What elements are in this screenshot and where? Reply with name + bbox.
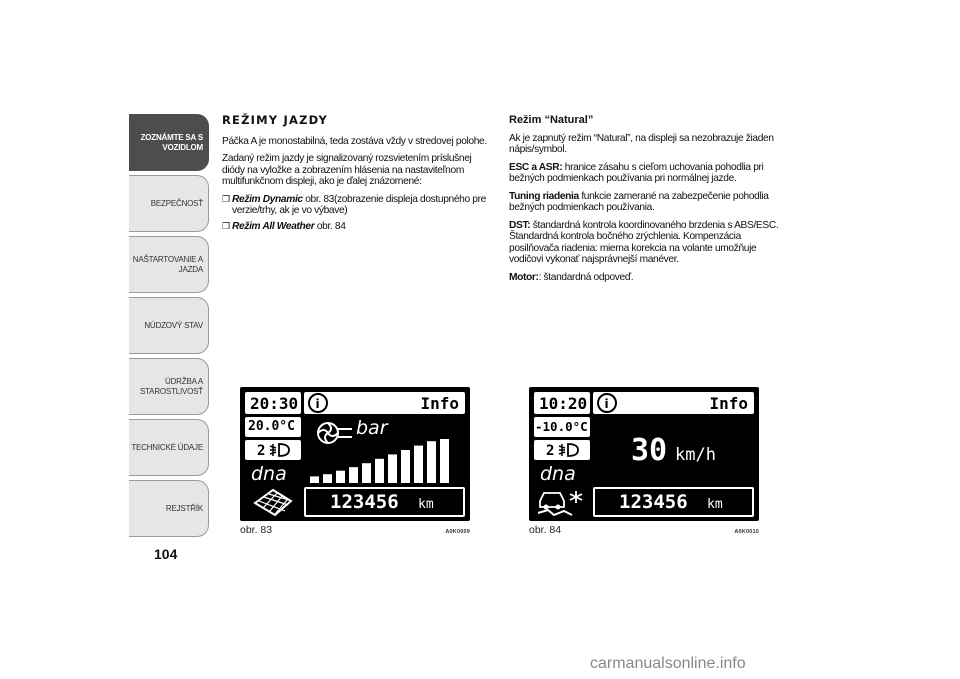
tab-label: NÚDZOVÝ STAV [144,320,203,330]
list-item-term: DST: [509,219,531,231]
outside-temperature: -10.0°C [535,419,588,434]
boost-bar-graph [304,435,465,485]
list-item-text: : štandardná odpoveď. [538,271,634,283]
figure-84 [529,387,763,536]
all-weather-cell [534,487,590,517]
tab-label: TECHNICKÉ ÚDAJE [131,442,203,452]
subsection-heading: Režim “Natural” [509,114,594,126]
boost-bar-segment [401,450,410,483]
figure-83 [240,387,474,536]
odometer-value: 123456 [330,491,399,513]
svg-text:i: i [604,397,609,411]
svg-text:2: 2 [257,443,266,459]
odometer-value: 123456 [619,491,688,513]
boost-bar-segment [388,454,397,483]
list-item-text: obr. 83(zobrazenie displeja dostupného pre verzie/trhy, ak je vo výbave) [232,193,486,216]
paragraph: Zadaný režim jazdy je signalizovaný rozsvietením príslušnej diódy na vyložke a zobrazením hlásenia na nastaviteľnom multifunkčnom displeji, ako je ďalej znázornené: [222,153,472,187]
dna-mode-cell [534,463,590,485]
boost-bar-segment [362,463,371,483]
headlight-level-cell [245,440,301,460]
odometer-unit: km [707,497,723,512]
right-column [509,115,779,289]
tab-bezpecnost[interactable] [129,175,209,232]
odometer-cell [593,487,754,517]
figure-code: A0K0010 [734,529,759,535]
list-item [509,162,779,185]
info-bar [304,392,465,414]
figure-caption: obr. 83 [240,524,273,536]
tab-label: REJSTŘÍK [165,503,203,513]
list-item-text: funkcie zamerané na zabezpečenie pohodlia bežných podmienkach používania. [509,190,769,213]
tab-nudzovy-stav[interactable] [129,297,209,354]
list-item [222,221,492,233]
headlight-leveling-icon [534,440,590,460]
clock-cell [534,392,590,414]
tab-label: NAŠTARTOVANIE A JAZDA [132,254,203,274]
all-weather-car-snow-icon [534,487,590,517]
tab-zoznamte-sa-s-vozidlom[interactable] [129,114,209,171]
left-column [222,115,492,236]
tab-rejstrik[interactable] [129,480,209,537]
headlight-leveling-icon [245,440,301,460]
tab-udrzba-a-starostlivost[interactable] [129,358,209,415]
page-number: 104 [154,546,178,562]
clock-time: 10:20 [539,394,588,413]
info-label: Info [709,394,748,413]
section-heading: REŽIMY JAZDY [222,113,329,127]
instrument-display [240,387,470,521]
list-item [509,220,779,266]
paragraph: Ak je zapnutý režim “Natural”, na displeji sa nezobrazuje žiaden nápis/symbol. [509,132,774,155]
boost-bar-segment [336,471,345,483]
boost-bar-segment [414,446,423,483]
svg-text:2: 2 [546,443,555,459]
list-item-term: Motor: [509,271,539,283]
tab-label: ZOZNÁMTE SA S VOZIDLOM [140,132,203,152]
checkbox-bullet-icon: ❒ [222,193,230,204]
list-item-term: Režim Dynamic [232,193,303,205]
figure-code: A0K0009 [445,529,470,535]
dna-mode-cell [245,463,301,485]
boost-bar-segment [375,459,384,483]
boost-bar-segment [440,439,449,483]
headlight-level-cell [534,440,590,460]
list-item-term: ESC a ASR: [509,161,563,173]
list-item-text: hranice zásahu s cieľom uchovania pohodlia pri bežných podmienkach používania pri normálnej jazde. [509,161,764,184]
list-item [222,194,492,217]
temperature-cell [534,417,590,437]
speed-area [593,417,754,485]
list-item-term: Režim All Weather [232,220,315,232]
list-item [509,191,779,214]
tab-nastartovanie-a-jazda[interactable] [129,236,209,293]
speed-value: 30 [631,433,668,468]
info-bar [593,392,754,414]
watermark: carmanualsonline.info [590,655,746,672]
speed-unit: km/h [675,445,716,465]
boost-bar-segment [323,474,332,483]
info-label: Info [420,394,459,413]
boost-bar-segment [427,441,436,483]
list-item-text: štandardná kontrola koordinovaného brzdenia s ABS/ESC. Štandardná kontrola bočného zrýchlenia. Kompenzácia posilňovača riadenia: mierna korekcia na volante umožňuje vodičovi vykonať najsprávnejší manéver. [509,219,779,265]
clock-time: 20:30 [250,394,299,413]
tab-technicke-udaje[interactable] [129,419,209,476]
instrument-display [529,387,759,521]
figure-caption: obr. 84 [529,524,562,536]
odometer-cell [304,487,465,517]
boost-unit-label: bar [356,417,388,439]
boost-bar-segment [310,476,319,483]
list-item-text: obr. 84 [314,220,346,232]
outside-temperature: 20.0°C [248,419,295,434]
boost-bar-segment [349,467,358,483]
all-weather-cell [245,487,301,517]
boost-gauge-area [304,417,465,485]
list-item [509,272,779,284]
tab-label: BEZPEČNOSŤ [150,198,203,208]
temperature-cell [245,417,301,437]
all-weather-mode-icon [245,487,301,517]
dna-label: dna [540,463,576,485]
tab-label: ÚDRŽBA A STAROSTLIVOSŤ [139,376,203,396]
svg-text:i: i [315,397,320,411]
list-item-term: Tuning riadenia [509,190,579,202]
figure-caption-row [529,524,759,536]
paragraph: Páčka A je monostabilná, teda zostáva vždy v stredovej polohe. [222,135,487,147]
figure-caption-row [240,524,470,536]
odometer-unit: km [418,497,434,512]
clock-cell [245,392,301,414]
checkbox-bullet-icon: ❒ [222,220,230,231]
dna-label: dna [251,463,287,485]
